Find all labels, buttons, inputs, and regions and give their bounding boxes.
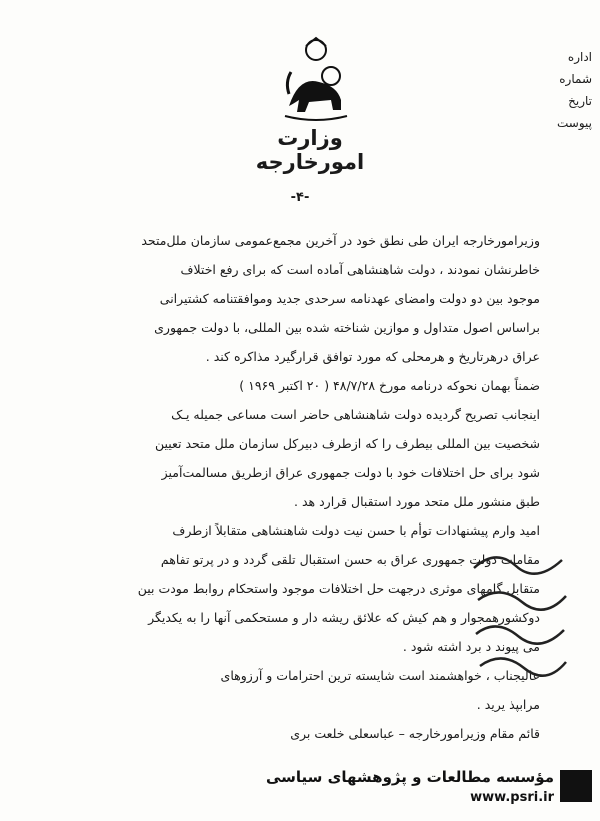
body-line: مقامات دولت جمهوری عراق به حسن استقبال تلقی گردد و در پرتو تفاهم	[160, 552, 540, 567]
body-line: شخصیت بین المللی بیطرف را که ازطرف دبیرکل سازمان ملل متحد تعیین	[154, 436, 540, 451]
body-line: اینجانب تصریح گردیده دولت شاهنشاهی حاضر است مساعی جمیله یـک	[171, 407, 540, 422]
body-line: طبق منشور ملل متحد مورد استقبال قرارد هد .	[294, 494, 540, 509]
institute-url: www.psri.ir	[470, 790, 554, 805]
body-line: خاطرنشان نمودند ، دولت شاهنشاهی آماده است که برای رفع اختلاف	[180, 262, 540, 277]
body-line: امید وارم پیشنهادات توأم با حسن نیت دولت شاهنشاهی متقابلاً ازطرف	[172, 523, 540, 538]
body-line: متقابل گامهای موثری درجهت حل اختلافات موجود واستحکام روابط مودت بین	[137, 581, 540, 596]
body-line: می پیوند د برد اشته شود .	[402, 639, 540, 654]
body-line: عالیجناب ، خواهشمند است شایسته ترین احترامات و آرزوهای	[220, 668, 540, 683]
institute-logo	[560, 770, 592, 802]
institute-name: مؤسسه مطالعات و پژوهشهای سیاسی	[265, 768, 554, 786]
ministry-title: وزارت امورخارجه	[255, 126, 365, 174]
body-line: شود برای حل اختلافات خود با دولت جمهوری عراق ازطریق مسالمت‌آمیز	[161, 465, 540, 480]
page-number: -۴-	[290, 190, 310, 205]
body-line: عراق درهرتاریخ و هرمحلی که مورد توافق قرارگیرد مذاکره کند .	[205, 349, 540, 364]
label-date: تاریخ	[568, 94, 592, 108]
body-line: براساس اصول متداول و موازین شناخته شده بین المللی، با دولت جمهوری	[154, 320, 540, 335]
body-line: ضمناً بهمان نحوکه درنامه مورخ ۴۸/۷/۲۸ ( ۲۰ اکتبر ۱۹۶۹ )	[239, 378, 540, 393]
lion-and-sun-emblem	[279, 36, 353, 122]
body-line: موجود بین دو دولت وامضای عهدنامه سرحدی جدید وموافقتنامه کشتیرانی	[159, 291, 540, 306]
label-number: شماره	[559, 72, 592, 86]
reference-labels	[548, 46, 592, 134]
label-attachment: پیوست	[557, 116, 592, 130]
label-office: اداره	[567, 50, 592, 64]
body-line: وزیرامورخارجه ایران طی نطق خود در آخرین مجمع‌عمومی سازمان ملل‌متحد	[141, 233, 540, 248]
body-line: قائم مقام وزیرامورخارجه – عباسعلی خلعت بری	[290, 726, 540, 741]
body-line: مرابپذ یرید .	[476, 697, 540, 712]
body-line: دوکشورهمجوار و هم کیش که علائق ریشه دار و مستحکمی آنها را به یکدیگر	[148, 610, 540, 625]
handwritten-annotation	[466, 538, 576, 678]
watermark-footer	[0, 760, 600, 810]
